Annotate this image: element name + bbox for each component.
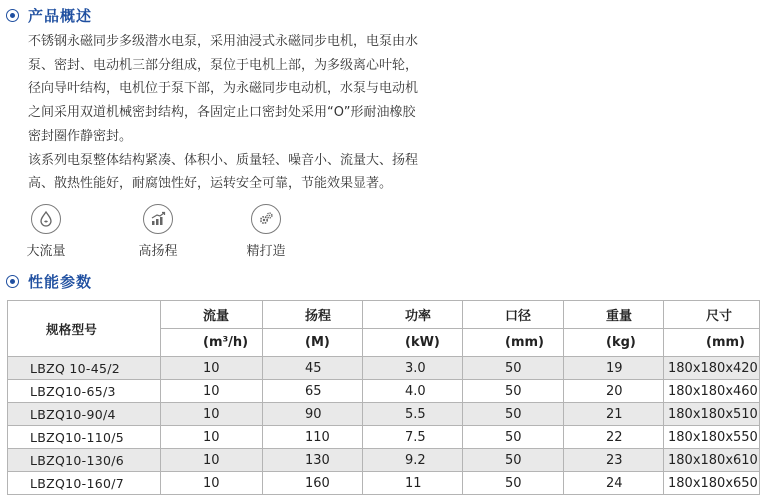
- column-header: 规格型号: [8, 301, 161, 357]
- table-cell: LBZQ10-160/7: [8, 472, 161, 495]
- table-cell: LBZQ 10-45/2: [8, 357, 161, 380]
- table-cell: 50: [463, 403, 564, 426]
- table-cell: 180x180x510: [664, 403, 760, 426]
- performance-title: 性能参数: [28, 273, 93, 291]
- table-cell: 45: [263, 357, 363, 380]
- overview-header: [6, 5, 92, 26]
- table-cell: 130: [263, 449, 363, 472]
- column-header: 口径: [463, 301, 564, 329]
- column-header: 扬程: [263, 301, 363, 329]
- column-unit: (mm): [463, 329, 564, 357]
- feature-label: 大流量: [26, 244, 66, 259]
- overview-description: [28, 30, 418, 196]
- table-row: [8, 472, 760, 495]
- table-cell: 160: [263, 472, 363, 495]
- table-cell: 7.5: [363, 426, 463, 449]
- table-cell: 10: [161, 380, 263, 403]
- table-cell: 20: [564, 380, 664, 403]
- column-header: 尺寸: [664, 301, 760, 329]
- feature-high-flow: [16, 204, 76, 259]
- circle-bullet-icon: [6, 275, 19, 288]
- column-header: 重量: [564, 301, 664, 329]
- table-cell: LBZQ10-65/3: [8, 380, 161, 403]
- performance-table: [7, 300, 760, 495]
- table-row: [8, 426, 760, 449]
- column-unit: (kg): [564, 329, 664, 357]
- table-cell: 90: [263, 403, 363, 426]
- rising-bars-icon: [143, 204, 173, 234]
- feature-label: 精打造: [246, 244, 286, 259]
- table-row: [8, 357, 760, 380]
- table-header-row: [8, 301, 760, 329]
- table-cell: 5.5: [363, 403, 463, 426]
- circle-bullet-icon: [6, 9, 19, 22]
- table-cell: 50: [463, 426, 564, 449]
- overview-title: 产品概述: [28, 7, 93, 25]
- column-unit: (M): [263, 329, 363, 357]
- column-header: 流量: [161, 301, 263, 329]
- table-cell: 180x180x420: [664, 357, 760, 380]
- column-unit: (m³/h): [161, 329, 263, 357]
- table-cell: 4.0: [363, 380, 463, 403]
- overview-paragraph: 该系列电泵整体结构紧凑、体积小、质量轻、噪音小、流量大、扬程高、散热性能好，耐腐蚀性好，运转安全可靠，节能效果显著。: [28, 152, 419, 192]
- table-cell: 180x180x650: [664, 472, 760, 495]
- table-row: [8, 403, 760, 426]
- table-cell: 50: [463, 357, 564, 380]
- table-cell: 50: [463, 380, 564, 403]
- table-cell: LBZQ10-90/4: [8, 403, 161, 426]
- column-header: 功率: [363, 301, 463, 329]
- table-cell: 24: [564, 472, 664, 495]
- table-cell: 10: [161, 403, 263, 426]
- table-cell: 11: [363, 472, 463, 495]
- water-drop-icon: [31, 204, 61, 234]
- table-cell: 10: [161, 472, 263, 495]
- table-row: [8, 449, 760, 472]
- table-cell: LBZQ10-110/5: [8, 426, 161, 449]
- table-cell: 65: [263, 380, 363, 403]
- gears-icon: [251, 204, 281, 234]
- table-cell: 21: [564, 403, 664, 426]
- table-cell: 22: [564, 426, 664, 449]
- overview-paragraph: 不锈钢永磁同步多级潜水电泵，采用油浸式永磁同步电机，电泵由水泵、密封、电动机三部分组成，泵位于电机上部，为多级离心叶轮，径向导叶结构，电机位于泵下部，为永磁同步电动机，水泵与电动机之间采用双道机械密封结构，各固定止口密封处采用“O”形耐油橡胶密封圈作静密封。: [28, 34, 419, 144]
- column-unit: (kW): [363, 329, 463, 357]
- table-cell: 180x180x550: [664, 426, 760, 449]
- table-cell: 3.0: [363, 357, 463, 380]
- column-unit: (mm): [664, 329, 760, 357]
- table-cell: 50: [463, 472, 564, 495]
- table-cell: 9.2: [363, 449, 463, 472]
- table-cell: 10: [161, 357, 263, 380]
- table-cell: 110: [263, 426, 363, 449]
- table-cell: 19: [564, 357, 664, 380]
- table-cell: 10: [161, 449, 263, 472]
- performance-header: [6, 271, 92, 292]
- table-cell: 23: [564, 449, 664, 472]
- table-cell: 180x180x610: [664, 449, 760, 472]
- table-row: [8, 380, 760, 403]
- table-cell: 10: [161, 426, 263, 449]
- table-cell: 180x180x460: [664, 380, 760, 403]
- feature-precision: [236, 204, 296, 259]
- table-cell: LBZQ10-130/6: [8, 449, 161, 472]
- feature-label: 高扬程: [138, 244, 178, 259]
- feature-high-head: [128, 204, 188, 259]
- table-cell: 50: [463, 449, 564, 472]
